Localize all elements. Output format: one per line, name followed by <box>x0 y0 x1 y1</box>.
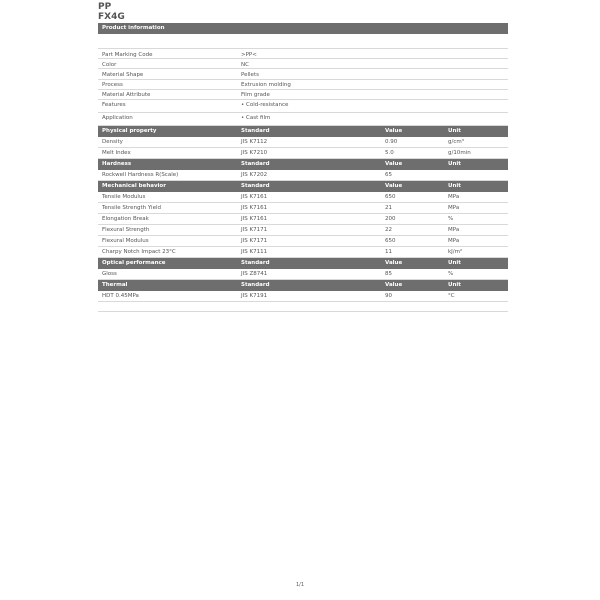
property-standard: JIS K7171 <box>241 227 268 234</box>
property-standard: JIS K7210 <box>241 150 268 157</box>
property-row <box>98 236 508 247</box>
col-unit: Unit <box>448 127 461 134</box>
info-value: Film grade <box>241 92 270 99</box>
section-title: Mechanical behavior <box>102 182 166 189</box>
property-row <box>98 225 508 236</box>
property-standard: JIS K7112 <box>241 139 268 146</box>
section-header-mechanical <box>98 181 508 192</box>
info-label: Material Shape <box>102 71 144 78</box>
property-label: Density <box>102 139 123 146</box>
info-value: • Cold-resistance <box>241 102 289 109</box>
property-row <box>98 148 508 159</box>
property-standard: JIS Z8741 <box>241 271 268 278</box>
col-value: Value <box>385 127 403 134</box>
property-unit: °C <box>448 293 455 300</box>
property-value: 22 <box>385 227 392 234</box>
page-number: 1/1 <box>295 582 305 588</box>
property-row <box>98 214 508 225</box>
property-standard: JIS K7202 <box>241 172 268 179</box>
property-standard: JIS K7111 <box>241 249 268 256</box>
section-header-hardness <box>98 159 508 170</box>
property-label: HDT 0.45MPa <box>102 293 139 300</box>
property-value: 65 <box>385 172 392 179</box>
property-value: 0.90 <box>385 139 398 146</box>
info-value: Extrusion molding <box>241 82 291 89</box>
property-row <box>98 291 508 302</box>
info-label: Color <box>102 61 117 68</box>
info-row <box>98 90 508 100</box>
col-unit: Unit <box>448 259 461 266</box>
col-standard: Standard <box>241 259 270 266</box>
info-value: Pellets <box>241 71 259 78</box>
col-value: Value <box>385 259 403 266</box>
property-row <box>98 269 508 280</box>
property-standard: JIS K7171 <box>241 238 268 245</box>
property-label: Tensile Strength Yield <box>102 205 161 212</box>
section-title: Physical property <box>102 127 157 134</box>
property-unit: MPa <box>448 227 460 234</box>
property-unit: MPa <box>448 238 460 245</box>
info-row <box>98 100 508 113</box>
col-value: Value <box>385 160 403 167</box>
property-standard: JIS K7161 <box>241 216 268 223</box>
property-label: Melt Index <box>102 150 131 157</box>
product-info-header <box>98 23 508 34</box>
spacer-row <box>98 34 508 49</box>
property-row <box>98 192 508 203</box>
property-value: 85 <box>385 271 392 278</box>
section-title: Thermal <box>102 281 128 288</box>
property-standard: JIS K7161 <box>241 194 268 201</box>
property-unit: g/cm³ <box>448 139 464 146</box>
property-unit: MPa <box>448 205 460 212</box>
property-value: 650 <box>385 238 396 245</box>
property-row <box>98 137 508 148</box>
info-row <box>98 113 508 126</box>
property-value: 11 <box>385 249 392 256</box>
property-label: Rockwell Hardness R(Scale) <box>102 172 179 179</box>
table-end-divider <box>98 311 508 312</box>
property-standard: JIS K7191 <box>241 293 268 300</box>
col-value: Value <box>385 281 403 288</box>
property-row <box>98 203 508 214</box>
info-row <box>98 49 508 59</box>
material-type: PP <box>98 2 112 12</box>
property-standard: JIS K7161 <box>241 205 268 212</box>
property-value: 21 <box>385 205 392 212</box>
col-standard: Standard <box>241 281 270 288</box>
info-label: Material Attribute <box>102 92 151 99</box>
property-label: Charpy Notch Impact 23°C <box>102 249 176 256</box>
property-row <box>98 170 508 181</box>
info-label: Features <box>102 102 126 109</box>
property-label: Tensile Modulus <box>102 194 146 201</box>
property-label: Flexural Modulus <box>102 238 149 245</box>
col-standard: Standard <box>241 127 270 134</box>
grade-name: FX4G <box>98 12 125 22</box>
property-label: Flexural Strength <box>102 227 150 234</box>
info-value: NC <box>241 61 249 68</box>
property-unit: MPa <box>448 194 460 201</box>
property-unit: % <box>448 216 454 223</box>
col-standard: Standard <box>241 182 270 189</box>
section-header-physical <box>98 126 508 137</box>
col-standard: Standard <box>241 160 270 167</box>
info-value: • Cast film <box>241 115 271 122</box>
info-value: >PP< <box>241 51 257 58</box>
section-header-optical <box>98 258 508 269</box>
info-label: Process <box>102 82 123 89</box>
col-unit: Unit <box>448 182 461 189</box>
section-title: Optical performance <box>102 259 166 266</box>
info-label: Part Marking Code <box>102 51 153 58</box>
datasheet <box>98 23 508 312</box>
property-unit: kJ/m² <box>448 249 463 256</box>
property-row <box>98 247 508 258</box>
property-value: 200 <box>385 216 396 223</box>
document-title <box>98 2 125 22</box>
property-label: Elongation Break <box>102 216 149 223</box>
property-value: 650 <box>385 194 396 201</box>
property-value: 90 <box>385 293 392 300</box>
property-unit: g/10min <box>448 150 471 157</box>
property-value: 5.0 <box>385 150 394 157</box>
col-unit: Unit <box>448 160 461 167</box>
property-label: Gloss <box>102 271 117 278</box>
info-row <box>98 59 508 69</box>
col-unit: Unit <box>448 281 461 288</box>
info-row <box>98 69 508 79</box>
section-header-thermal <box>98 280 508 291</box>
col-value: Value <box>385 182 403 189</box>
info-row <box>98 80 508 90</box>
property-unit: % <box>448 271 454 278</box>
product-info-title: Product information <box>102 25 165 31</box>
info-label: Application <box>102 115 133 122</box>
section-title: Hardness <box>102 160 132 167</box>
